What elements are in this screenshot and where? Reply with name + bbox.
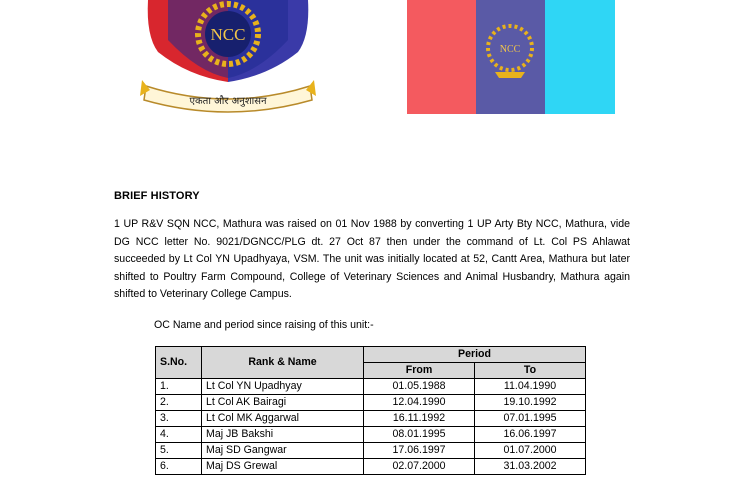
header-period: Period <box>364 347 586 363</box>
table-row <box>156 395 586 411</box>
oc-table-caption: OC Name and period since raising of this unit:- <box>154 319 374 331</box>
ncc-flag <box>407 0 615 114</box>
cell-to: 19.10.1992 <box>475 395 586 411</box>
table-row <box>156 379 586 395</box>
history-text: 1 UP R&V SQN NCC, Mathura was raised on 01 Nov 1988 by converting 1 UP Arty Bty NCC, Mathura, vide DG NCC letter No. 9021/DGNCC/PLG dt. 27 Oct 87 then under the command of Lt. Col PS Ahlawat succeeded by Lt Col YN Upadhyaya, VSM. The unit was initially located at 52, Cantt Area, Mathura but later shifted to Poultry Farm Compound, College of Veterinary Sciences and Animal Husbandry, Mathura again shifted to Veterinary College Campus. <box>114 218 630 301</box>
cell-sno: 3. <box>156 411 202 427</box>
ncc-emblem-logo <box>128 0 328 118</box>
flag-wreath-icon <box>479 18 542 84</box>
header-sno: S.No. <box>156 347 202 379</box>
header-to: To <box>475 363 586 379</box>
cell-rank-name: Maj DS Grewal <box>202 459 364 475</box>
flag-sky-blue-band <box>545 0 615 114</box>
history-paragraph <box>114 216 630 304</box>
flag-ncc-text: NCC <box>499 44 521 55</box>
cell-to: 11.04.1990 <box>475 379 586 395</box>
oc-table <box>155 346 586 475</box>
section-title: BRIEF HISTORY <box>114 190 200 202</box>
cell-rank-name: Lt Col YN Upadhyay <box>202 379 364 395</box>
emblem-motto-text: एकता और अनुशासन <box>189 96 267 107</box>
emblem-ncc-text: NCC <box>210 25 246 44</box>
header-from: From <box>364 363 475 379</box>
cell-rank-name: Maj SD Gangwar <box>202 443 364 459</box>
flag-blue-band <box>476 0 545 114</box>
cell-rank-name: Lt Col AK Bairagi <box>202 395 364 411</box>
flag-red-band <box>407 0 476 114</box>
cell-sno: 4. <box>156 427 202 443</box>
cell-rank-name: Maj JB Bakshi <box>202 427 364 443</box>
cell-from: 16.11.1992 <box>364 411 475 427</box>
header-rank-name: Rank & Name <box>202 347 364 379</box>
cell-to: 16.06.1997 <box>475 427 586 443</box>
cell-sno: 2. <box>156 395 202 411</box>
cell-from: 02.07.2000 <box>364 459 475 475</box>
table-row <box>156 443 586 459</box>
cell-to: 31.03.2002 <box>475 459 586 475</box>
cell-from: 12.04.1990 <box>364 395 475 411</box>
cell-to: 07.01.1995 <box>475 411 586 427</box>
cell-from: 08.01.1995 <box>364 427 475 443</box>
table-row <box>156 459 586 475</box>
cell-from: 01.05.1988 <box>364 379 475 395</box>
cell-sno: 5. <box>156 443 202 459</box>
cell-to: 01.07.2000 <box>475 443 586 459</box>
cell-from: 17.06.1997 <box>364 443 475 459</box>
cell-rank-name: Lt Col MK Aggarwal <box>202 411 364 427</box>
cell-sno: 6. <box>156 459 202 475</box>
cell-sno: 1. <box>156 379 202 395</box>
table-row <box>156 411 586 427</box>
table-row <box>156 427 586 443</box>
